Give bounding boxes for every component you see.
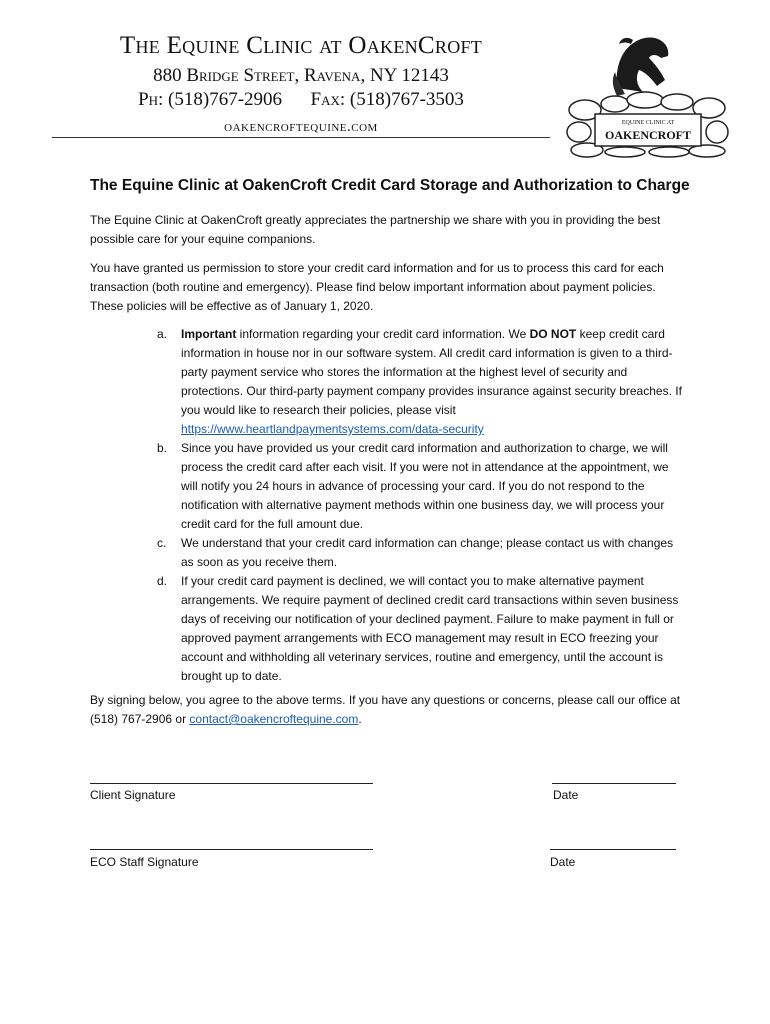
staff-signature-line[interactable] [90, 849, 373, 850]
term-marker: d. [157, 574, 168, 588]
closing-paragraph [90, 691, 690, 729]
term-a-text2: keep credit card information in house nor in our software system. All credit card information is given to a third-party payment service who stores the information at the highest level of security and protections. Our third-party payment company provides insurance against security breaches. If you would like to research their policies, please visit [181, 327, 682, 417]
permission-paragraph: You have granted us permission to store your credit card information and for us to process this card for each transaction (both routine and emergency). Please find below important information about payment policies. These policies will be effective as of January 1, 2020. [90, 261, 664, 313]
clinic-website: oakencroftequine.com [224, 119, 378, 135]
letterhead [52, 28, 550, 138]
clinic-fax: Fax: (518)767-3503 [310, 89, 464, 110]
term-item-a [140, 325, 685, 439]
clinic-address: 880 Bridge Street, Ravena, NY 12143 [153, 65, 449, 86]
term-a-emphasis: DO NOT [529, 327, 577, 341]
term-c-text: We understand that your credit card information can change; please contact us with changes as soon as you receive them. [181, 536, 674, 569]
staff-signature-label: ECO Staff Signature [90, 855, 199, 869]
term-marker: b. [157, 441, 168, 455]
clinic-phone: Ph: (518)767-2906 [138, 89, 283, 110]
term-a-lead: Important [181, 327, 237, 341]
client-signature-line[interactable] [90, 783, 373, 784]
logo-main-text: OAKENCROFT [604, 128, 692, 142]
logo-small-text: EQUINE CLINIC AT [621, 120, 675, 126]
term-item-d [140, 572, 685, 686]
term-d-text: If your credit card payment is declined, we will contact you to make alternative payment arrangements. We require payment of declined credit card transactions within seven business days of receiving our notification of your declined payment. Failure to make payment in full or approved payment arrangements with ECO management may result in ECO freezing your account and withholding all veterinary services, routine and emergency, until the account is brought up to date. [181, 574, 679, 683]
term-item-c [140, 534, 685, 572]
letterhead-divider [52, 137, 550, 138]
term-a-text1: information regarding your credit card information. We [236, 327, 530, 341]
clinic-name: The Equine Clinic at OakenCroft [119, 32, 483, 59]
contact-email-link[interactable]: contact@oakencroftequine.com [189, 712, 359, 726]
client-signature-label: Client Signature [90, 788, 176, 802]
closing-text: By signing below, you agree to the above terms. If you have any questions or concerns, please call our office at (518) 767-2906 or [90, 693, 681, 726]
horse-logo-icon [613, 38, 668, 96]
term-item-b [140, 439, 685, 534]
clinic-logo [565, 28, 730, 158]
intro-paragraph: The Equine Clinic at OakenCroft greatly appreciates the partnership we share with you in providing the best possible care for your equine companions. [90, 213, 661, 246]
document-title: The Equine Clinic at OakenCroft Credit Card Storage and Authorization to Charge [90, 177, 690, 194]
closing-end: . [358, 712, 362, 726]
term-b-text: Since you have provided us your credit card information and authorization to charge, we will process the credit card after each visit. If you were not in attendance at the appointment, we will notify you 24 hours in advance of processing your card. If you do not respond to the notification with alternative payment methods within one business day, we will process your credit card for the full amount due. [181, 441, 669, 531]
client-date-line[interactable] [552, 783, 676, 784]
security-policy-link[interactable]: https://www.heartlandpaymentsystems.com/data-security [181, 422, 484, 436]
client-date-label: Date [553, 788, 579, 802]
term-marker: c. [157, 536, 167, 550]
terms-list [140, 325, 685, 686]
term-marker: a. [157, 327, 168, 341]
clinic-phone-fax [52, 88, 550, 112]
staff-date-label: Date [550, 855, 576, 869]
staff-date-line[interactable] [550, 849, 676, 850]
